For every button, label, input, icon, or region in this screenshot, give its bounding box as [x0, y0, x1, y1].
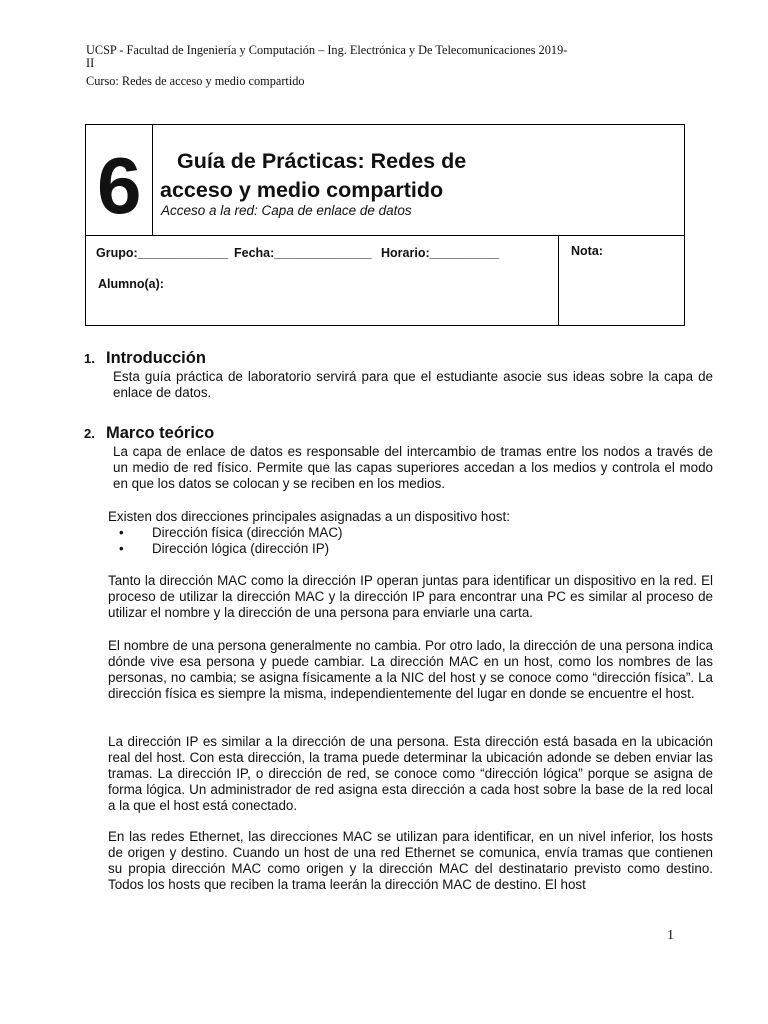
theory-paragraph-6: En las redes Ethernet, las direcciones MAC se utilizan para identificar, en un nivel inferior, los hosts de origen y destino. Cuando un host de una red Ethernet se comunica, envía tramas que contienen su propia dirección MAC como origen y la dirección MAC del destinatario previsto como destino. Todos los hosts que reciben la trama leerán la dirección MAC de destino. El host: [108, 829, 713, 892]
section-theory-heading: [84, 424, 214, 443]
student-field: Alumno(a):: [98, 277, 164, 291]
theory-paragraph-3: Tanto la dirección MAC como la dirección IP operan juntas para identificar un dispositivo en la red. El proceso de utilizar la dirección MAC y la dirección IP para encontrar una PC es similar al proceso de utilizar el nombre y la dirección de una persona para enviarle una carta.: [108, 573, 713, 620]
group-field: Grupo:_____________: [96, 246, 229, 260]
practice-number: 6: [97, 141, 140, 230]
section-number: 1.: [84, 351, 95, 366]
theory-paragraph-2: Existen dos direcciones principales asignadas a un dispositivo host:: [108, 509, 510, 524]
bullet-text: Dirección física (dirección MAC): [152, 525, 343, 540]
section-title: Marco teórico: [106, 424, 215, 442]
header-course: Curso: Redes de acceso y medio compartido: [86, 74, 305, 88]
bullet-icon: •: [119, 541, 124, 556]
grade-field: Nota:: [571, 244, 603, 258]
intro-paragraph: Esta guía práctica de laboratorio servirá para que el estudiante asocie sus ideas sobre la capa de enlace de datos.: [113, 369, 713, 400]
schedule-field: Horario:__________: [381, 246, 500, 260]
guide-title-line1: Guía de Prácticas: Redes de: [177, 149, 467, 173]
theory-paragraph-1: La capa de enlace de datos es responsable del intercambio de tramas entre los nodos a través de un medio de red físico. Permite que las capas superiores accedan a los medios y controla el modo en que los datos se colocan y se reciben en los medios.: [113, 444, 713, 491]
theory-paragraph-4: El nombre de una persona generalmente no cambia. Por otro lado, la dirección de una persona indica dónde vive esa persona y puede cambiar. La dirección MAC en un host, como los nombres de las personas, no cambia; se asigna físicamente a la NIC del host y se conoce como “dirección física”. La dirección física es siempre la misma, independientemente del lugar en donde se encuentre el host.: [108, 638, 713, 701]
date-field: Fecha:______________: [234, 246, 372, 260]
bullet-text: Dirección lógica (dirección IP): [152, 541, 330, 556]
number-divider: [152, 124, 153, 236]
page-number: 1: [667, 928, 674, 943]
guide-title: [160, 147, 520, 205]
bullet-item: [119, 541, 329, 557]
bullet-icon: •: [119, 525, 124, 540]
bullet-item: [119, 525, 343, 541]
header-semester: II: [86, 56, 95, 70]
guide-subtitle: Acceso a la red: Capa de enlace de datos: [161, 203, 412, 218]
section-intro-heading: [84, 349, 206, 368]
title-divider: [85, 235, 685, 236]
guide-title-line2: acceso y medio compartido: [160, 178, 444, 202]
grade-divider: [558, 235, 559, 326]
theory-paragraph-5: La dirección IP es similar a la dirección de una persona. Esta dirección está basada en la ubicación real del host. Con esta dirección, la trama puede determinar la ubicación adonde se deben enviar las tramas. La dirección IP, o dirección de red, se conoce como “dirección lógica” porque se asigna de forma lógica. Un administrador de red asigna esta dirección a cada host sobre la base de la red local a la que el host está conectado.: [108, 734, 713, 813]
section-title: Introducción: [106, 349, 206, 367]
section-number: 2.: [84, 426, 95, 441]
header-institution: UCSP - Facultad de Ingeniería y Computación – Ing. Electrónica y De Telecomunicaciones 2019-: [86, 43, 568, 57]
